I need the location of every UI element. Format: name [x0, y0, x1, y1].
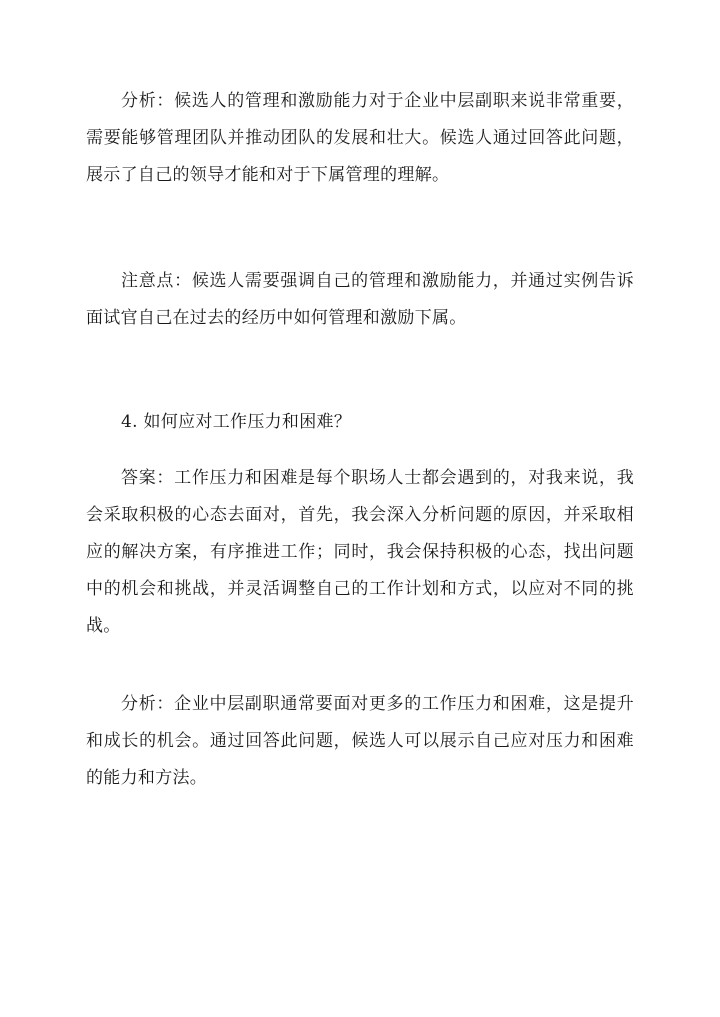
question-heading: 4. 如何应对工作压力和困难？	[121, 412, 352, 432]
analysis-paragraph-2: 分析：企业中层副职通常要面对更多的工作压力和困难，这是提升和成长的机会。通过回答此问题，候选人可以展示自己应对压力和困难的能力和方法。	[86, 694, 634, 788]
note-paragraph: 注意点：候选人需要强调自己的管理和激励能力，并通过实例告诉面试官自己在过去的经历中如何管理和激励下属。	[86, 271, 634, 328]
answer-paragraph: 答案：工作压力和困难是每个职场人士都会遇到的，对我来说，我会采取积极的心态去面对，首先，我会深入分析问题的原因，并采取相应的解决方案，有序推进工作；同时，我会保持积极的心态，找出问题中的机会和挑战，并灵活调整自己的工作计划和方式，以应对不同的挑战。	[86, 468, 634, 636]
analysis-paragraph: 分析：候选人的管理和激励能力对于企业中层副职来说非常重要，需要能够管理团队并推动团队的发展和壮大。候选人通过回答此问题，展示了自己的领导才能和对于下属管理的理解。	[86, 91, 634, 185]
